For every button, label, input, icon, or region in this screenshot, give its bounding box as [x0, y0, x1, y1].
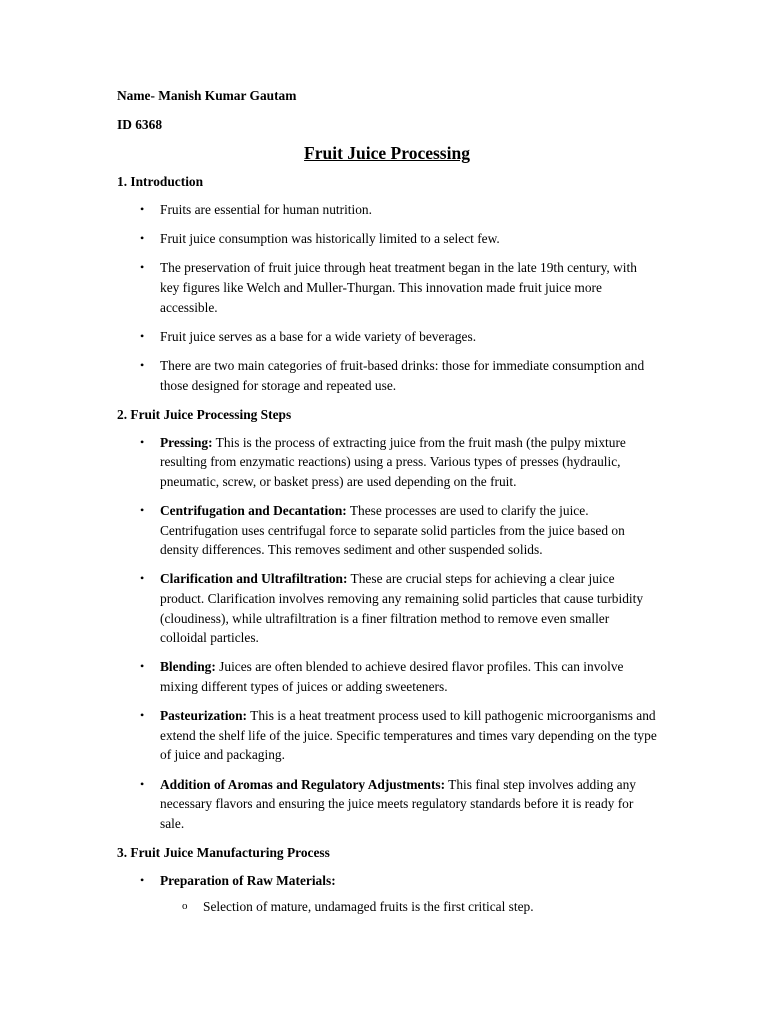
item-text: Fruits are essential for human nutrition. — [160, 202, 372, 217]
sub-bullet-icon: o — [182, 899, 188, 912]
item-text: Fruit juice serves as a base for a wide variety of beverages. — [160, 328, 477, 344]
item-text: This final step involves adding any necessary flavors and ensuring the juice meets regulatory standards before it is ready for sale. — [160, 776, 636, 831]
item-text: This is the process of extracting juice from the fruit mash (the pulpy mixture resulting from enzymatic reactions) using a press. Various types of presses (hydraulic, pneumatic, screw, or basket press) are used depending on the fruit. — [160, 434, 626, 489]
section-heading: 2. Fruit Juice Processing Steps — [117, 406, 292, 422]
list-item — [117, 657, 657, 696]
item-term: Centrifugation and Decantation: — [160, 503, 347, 519]
item-text: These are crucial steps for achieving a clear juice product. Clarification involves removing any remaining solid particles that cause turbidity (cloudiness), while ultrafiltration is a finer filtration method to remove even smaller colloidal particles. — [160, 571, 644, 646]
item-term: Pasteurization: — [160, 708, 248, 724]
item-term: Pressing: — [160, 434, 213, 450]
list-item — [117, 501, 657, 560]
list-item — [117, 200, 657, 220]
item-text: The preservation of fruit juice through heat treatment began in the late 19th century, with key figures like Welch and Muller-Thurgan. This innovation made fruit juice more accessible. — [160, 260, 637, 315]
list-item — [117, 871, 657, 916]
list-item — [117, 433, 657, 492]
section-heading: 3. Fruit Juice Manufacturing Process — [117, 844, 330, 860]
bullet-icon: • — [140, 260, 145, 275]
list-item — [117, 356, 657, 395]
author-name: Name- Manish Kumar Gautam — [117, 88, 297, 103]
list-item — [117, 569, 657, 647]
document-title: Fruit Juice Processing — [304, 143, 470, 163]
item-term: Addition of Aromas and Regulatory Adjustments: — [160, 776, 446, 792]
bullet-icon: • — [140, 659, 145, 674]
document-page — [117, 86, 657, 926]
list-item — [117, 258, 657, 317]
list-item — [117, 706, 657, 765]
item-text: There are two main categories of fruit-based drinks: those for immediate consumption and those designed for storage and repeated use. — [160, 357, 645, 393]
bullet-icon: • — [140, 231, 145, 246]
bullet-icon: • — [140, 202, 145, 216]
bullet-list — [117, 200, 657, 395]
bullet-icon: • — [140, 708, 145, 723]
sub-item-text: Selection of mature, undamaged fruits is the first critical step. — [203, 898, 534, 914]
item-term: Clarification and Ultrafiltration: — [160, 571, 348, 587]
section-heading: 1. Introduction — [117, 174, 204, 189]
bullet-icon: • — [140, 357, 145, 372]
item-term: Preparation of Raw Materials: — [160, 872, 336, 888]
item-text: Fruit juice consumption was historically limited to a select few. — [160, 231, 500, 247]
item-term: Blending: — [160, 659, 216, 675]
list-item — [117, 775, 657, 834]
bullet-list — [117, 433, 657, 834]
sub-list — [160, 897, 657, 917]
bullet-icon: • — [140, 328, 145, 343]
list-item — [117, 327, 657, 347]
document-body — [117, 172, 657, 916]
bullet-icon: • — [140, 872, 145, 887]
item-text: These processes are used to clarify the juice. Centrifugation uses centrifugal force to separate solid particles from the juice based on density differences. This removes sediment and other suspended solids. — [160, 503, 625, 558]
bullet-list — [117, 871, 657, 916]
author-id: ID 6368 — [117, 117, 163, 132]
list-item — [117, 229, 657, 249]
bullet-icon: • — [140, 434, 145, 449]
bullet-icon: • — [140, 571, 145, 586]
bullet-icon: • — [140, 503, 145, 518]
item-text: This is a heat treatment process used to kill pathogenic microorganisms and extend the shelf life of the juice. Specific temperatures and times vary depending on the type of juice and packaging. — [160, 708, 657, 763]
sub-list-item — [160, 897, 657, 917]
item-text: Juices are often blended to achieve desired flavor profiles. This can involve mixing different types of juices or adding sweeteners. — [160, 659, 624, 695]
bullet-icon: • — [140, 776, 145, 791]
